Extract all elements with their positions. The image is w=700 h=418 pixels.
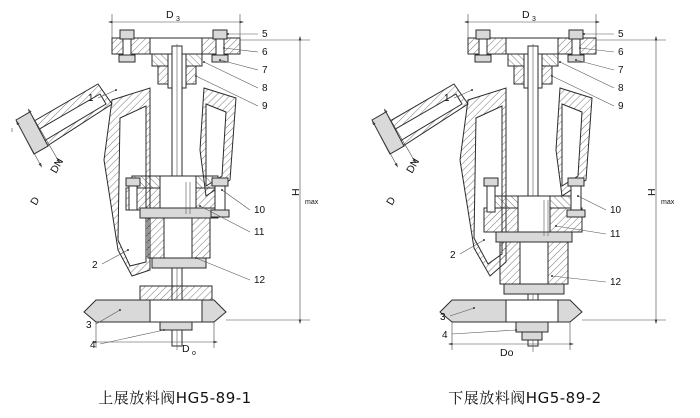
- dim-top-width-label: D: [522, 9, 530, 21]
- dim-base-label: D: [182, 343, 190, 355]
- dim-dn-label: DN: [48, 156, 67, 176]
- caption-right: 下展放料阀HG5-89-2: [448, 389, 602, 407]
- callout-8: 8: [618, 83, 624, 94]
- dim-d-label: D: [384, 194, 399, 208]
- callout-5: 5: [262, 29, 268, 40]
- dimension-base-width: [452, 322, 570, 359]
- callout-4: 4: [90, 340, 96, 351]
- diagram-panel-right: [350, 0, 700, 418]
- callout-12: 12: [254, 275, 266, 286]
- callout-10: 10: [254, 205, 266, 216]
- dim-height-sub: max: [305, 199, 319, 206]
- callout-10: 10: [610, 205, 622, 216]
- callout-3: 3: [86, 320, 92, 331]
- valve-drawing-upper-discharge: [0, 0, 350, 380]
- callout-4: 4: [442, 330, 448, 341]
- callout-7: 7: [262, 65, 268, 76]
- bottom-base: [440, 300, 582, 340]
- callout-9: 9: [618, 101, 624, 112]
- dim-top-width-sub: 3: [532, 16, 536, 23]
- dim-top-width-label: D: [166, 9, 174, 21]
- callout-3: 3: [440, 312, 446, 323]
- valve-drawing-lower-discharge: [350, 0, 700, 380]
- callout-9: 9: [262, 101, 268, 112]
- callout-1: 1: [444, 93, 450, 104]
- dim-base-sub: o: [192, 350, 196, 357]
- callout-8: 8: [262, 83, 268, 94]
- callout-2: 2: [92, 260, 98, 271]
- dim-height-label: H: [290, 188, 302, 196]
- callout-11: 11: [610, 229, 621, 240]
- dim-height-label: H: [646, 188, 658, 196]
- dim-height-sub: max: [661, 199, 675, 206]
- dim-dn-label: DN: [404, 156, 423, 176]
- callout-6: 6: [262, 47, 268, 58]
- callout-7: 7: [618, 65, 624, 76]
- callout-5: 5: [618, 29, 624, 40]
- callout-11: 11: [254, 227, 265, 238]
- bottom-base: [84, 286, 226, 330]
- dim-base-label: Do: [500, 347, 514, 359]
- dimension-height: [226, 40, 319, 320]
- dim-d-label: D: [28, 194, 43, 208]
- dimension-base-width: [96, 322, 214, 357]
- callout-12: 12: [610, 277, 622, 288]
- callout-1: 1: [88, 93, 94, 104]
- caption-left: 上展放料阀HG5-89-1: [98, 389, 252, 407]
- callout-6: 6: [618, 47, 624, 58]
- callout-2: 2: [450, 250, 456, 261]
- dimension-height: [582, 40, 675, 320]
- dim-top-width-sub: 3: [176, 16, 180, 23]
